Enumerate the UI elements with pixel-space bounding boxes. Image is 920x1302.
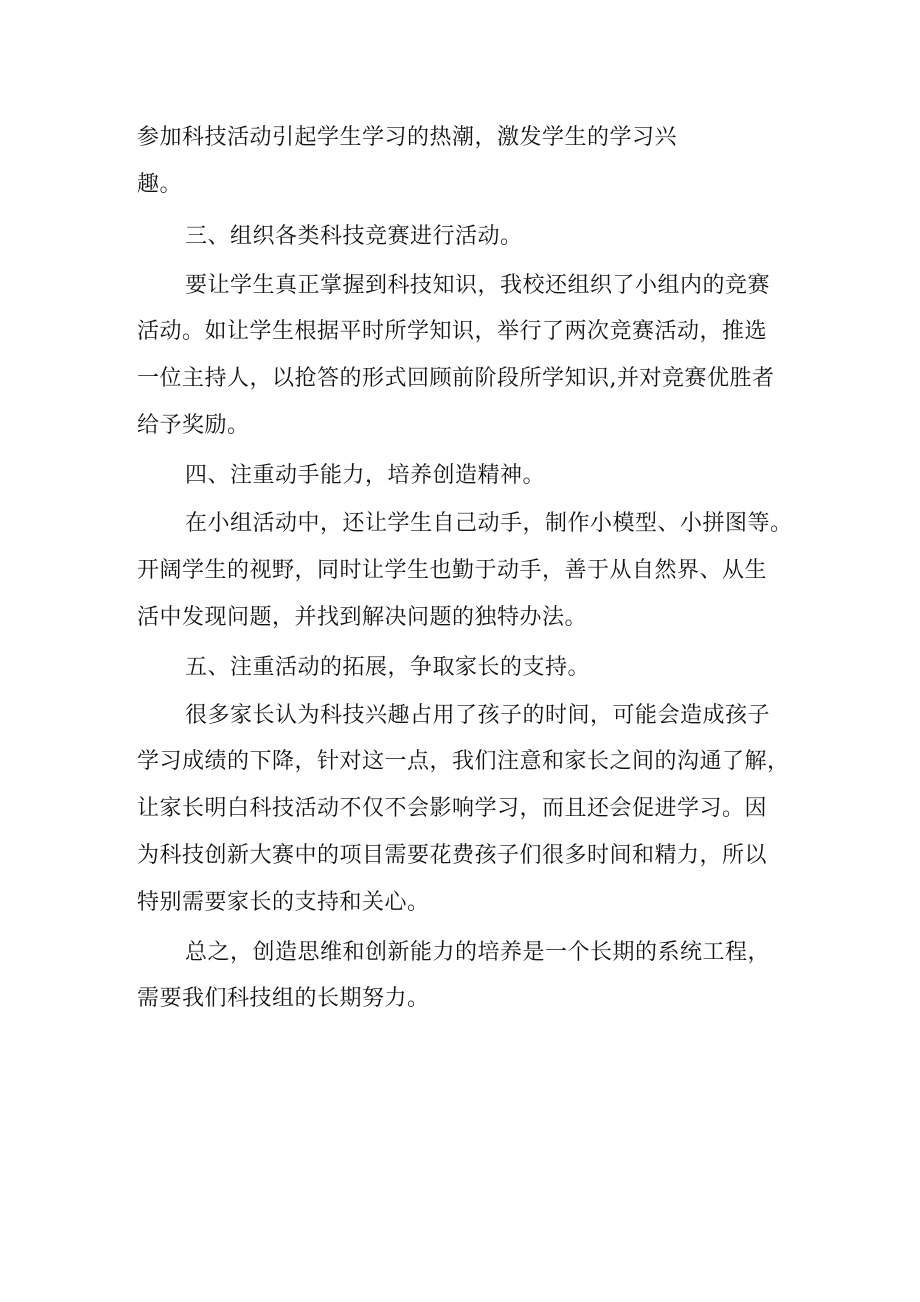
section-heading-5: 五、注重活动的拓展，争取家长的支持。 <box>185 655 591 680</box>
paragraph-3-line-1: 要让学生真正掌握到科技知识，我校还组织了小组内的竞赛 <box>185 273 771 298</box>
paragraph-1-line-2: 趣。 <box>137 172 183 197</box>
paragraph-5-line-4: 为科技创新大赛中的项目需要花费孩子们很多时间和精力，所以 <box>137 843 768 868</box>
paragraph-3-line-3: 一位主持人，以抢答的形式回顾前阶段所学知识,并对竞赛优胜者 <box>137 366 775 391</box>
paragraph-4-line-1: 在小组活动中，还让学生自己动手，制作小模型、小拼图等。 <box>185 511 793 536</box>
conclusion-line-2: 需要我们科技组的长期努力。 <box>137 986 430 1011</box>
conclusion-line-1: 总之，创造思维和创新能力的培养是一个长期的系统工程， <box>185 940 771 965</box>
paragraph-1-line-1: 参加科技活动引起学生学习的热潮，激发学生的学习兴 <box>137 125 678 150</box>
paragraph-4-line-2: 开阔学生的视野，同时让学生也勤于动手，善于从自然界、从生 <box>137 558 768 583</box>
paragraph-5-line-5: 特别需要家长的支持和关心。 <box>137 890 430 915</box>
section-heading-4: 四、注重动手能力，培养创造精神。 <box>185 463 546 488</box>
paragraph-5-line-3: 让家长明白科技活动不仅不会影响学习，而且还会促进学习。因 <box>137 796 768 821</box>
paragraph-3-line-2: 活动。如让学生根据平时所学知识，举行了两次竞赛活动，推选 <box>137 319 768 344</box>
paragraph-3-line-4: 给予奖励。 <box>137 413 250 438</box>
paragraph-4-line-3: 活中发现问题，并找到解决问题的独特办法。 <box>137 605 588 630</box>
paragraph-5-line-1: 很多家长认为科技兴趣占用了孩子的时间，可能会造成孩子 <box>185 703 771 728</box>
paragraph-5-line-2: 学习成绩的下降，针对这一点，我们注意和家长之间的沟通了解， <box>137 749 790 774</box>
section-heading-3: 三、组织各类科技竞赛进行活动。 <box>185 224 523 249</box>
